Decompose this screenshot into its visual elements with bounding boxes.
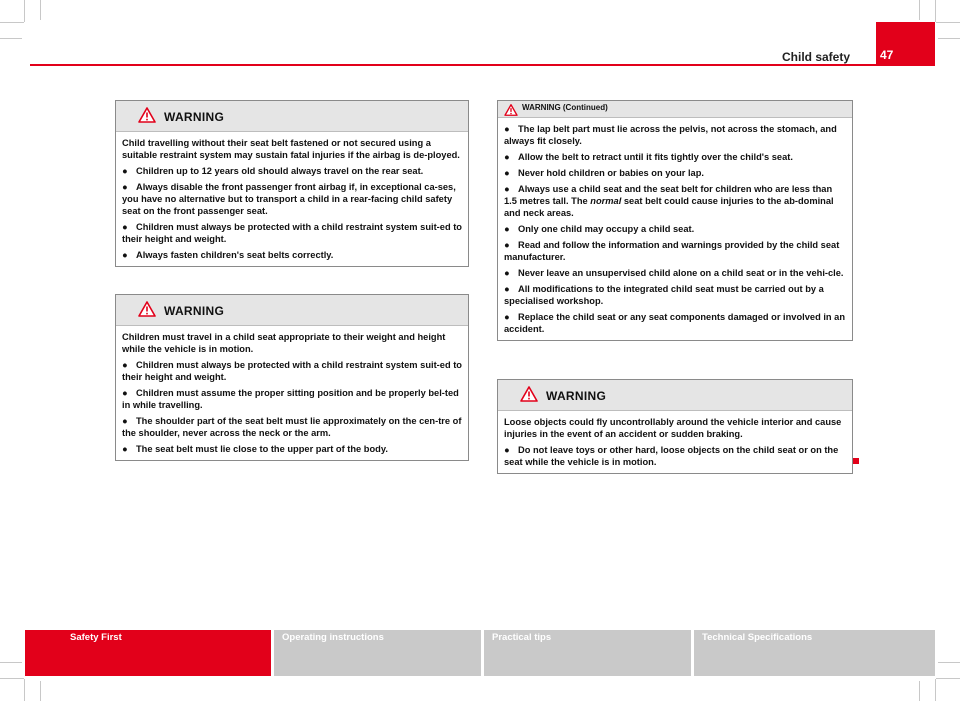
crop-mark (936, 678, 960, 679)
warning-triangle-icon (504, 103, 518, 121)
warning-list (504, 444, 846, 468)
crop-mark (0, 38, 22, 39)
warning-triangle-icon (138, 107, 156, 128)
page-number: 47 (880, 48, 894, 62)
crop-mark (24, 0, 25, 22)
crop-mark (0, 678, 24, 679)
bullet-icon: ● (504, 124, 510, 134)
crop-mark (938, 662, 960, 663)
bullet-icon: ● (504, 445, 510, 455)
warning-header (116, 101, 468, 132)
warning-title: WARNING (546, 389, 607, 403)
list-item: ● Children must always be protected with a child restraint system suit-ed to their height and weight. (122, 360, 462, 382)
warning-list (122, 359, 462, 455)
tab-operating-instructions[interactable] (274, 630, 481, 676)
crop-mark (935, 679, 936, 701)
crop-mark (936, 22, 960, 23)
warning-intro: Loose objects could fly uncontrollably around the vehicle interior and cause injuries in the event of an accident or sudden braking. (504, 417, 842, 439)
bullet-icon: ● (122, 360, 128, 370)
warning-header (498, 101, 852, 118)
list-item: ● The seat belt must lie close to the upper part of the body. (122, 444, 388, 454)
list-item: ● Children must assume the proper sitting position and be properly bel-ted in while travelling. (122, 388, 459, 410)
crop-mark (938, 38, 960, 39)
warning-title: WARNING (Continued) (522, 103, 608, 112)
list-item: ● Do not leave toys or other hard, loose objects on the child seat or on the seat while the vehicle is in motion. (504, 445, 839, 467)
tab-label: Practical tips (492, 632, 552, 643)
warning-header (116, 295, 468, 326)
crop-mark (919, 681, 920, 701)
tab-technical-specifications[interactable] (694, 630, 935, 676)
list-item: ● Children must always be protected with a child restraint system suit-ed to their height and weight. (122, 222, 462, 244)
bullet-icon: ● (504, 224, 510, 234)
page-number-block (876, 22, 935, 64)
list-item: ● Never leave an unsupervised child alone on a child seat or in the vehi-cle. (504, 268, 844, 278)
list-item: ● The lap belt part must lie across the pelvis, not across the stomach, and always fit closely. (504, 124, 837, 146)
crop-mark (935, 0, 936, 22)
list-item: ● Children up to 12 years old should always travel on the rear seat. (122, 166, 424, 176)
list-item: ● Replace the child seat or any seat components damaged or involved in an accident. (504, 312, 846, 334)
warning-title: WARNING (164, 110, 225, 124)
list-item: ● Read and follow the information and warnings provided by the child seat manufacturer. (504, 240, 840, 262)
header-rule (30, 64, 935, 66)
tab-label: Operating instructions (282, 632, 384, 643)
bullet-icon: ● (122, 416, 128, 426)
list-item: ● Always disable the front passenger front airbag if, in exceptional ca-ses, you have no alternative but to transport a child in a rear-facing child safety seat on the front passenger seat. (122, 182, 456, 216)
list-item: ● Always use a child seat and the seat belt for children who are less than 1.5 metres tall. The normal seat belt could cause injuries to the ab-dominal and neck areas. (504, 184, 834, 218)
bullet-icon: ● (122, 444, 128, 454)
bullet-icon: ● (122, 166, 128, 176)
warning-title: WARNING (164, 304, 225, 318)
warning-triangle-icon (520, 386, 538, 407)
tab-practical-tips[interactable] (484, 630, 691, 676)
list-item: ● Never hold children or babies on your lap. (504, 168, 704, 178)
bullet-icon: ● (504, 184, 510, 194)
list-item: ● Only one child may occupy a child seat. (504, 224, 695, 234)
bullet-icon: ● (504, 268, 510, 278)
bullet-icon: ● (504, 312, 510, 322)
bullet-icon: ● (504, 152, 510, 162)
warning-box-continued (497, 100, 853, 341)
crop-mark (919, 0, 920, 20)
bullet-icon: ● (504, 240, 510, 250)
list-item: ● Allow the belt to retract until it fits tightly over the child's seat. (504, 152, 793, 162)
warning-header (498, 380, 852, 411)
warning-box-airbag (115, 100, 469, 267)
bullet-icon: ● (504, 284, 510, 294)
warning-triangle-icon (138, 301, 156, 322)
warning-box-loose-objects (497, 379, 853, 474)
crop-mark (24, 679, 25, 701)
warning-intro: Children must travel in a child seat appropriate to their weight and height while the vehicle is in motion. (122, 332, 446, 354)
warning-list (504, 123, 846, 335)
bullet-icon: ● (504, 168, 510, 178)
crop-mark (40, 681, 41, 701)
crop-mark (40, 0, 41, 20)
bullet-icon: ● (122, 182, 128, 192)
warning-list (122, 165, 462, 261)
list-item: ● Always fasten children's seat belts correctly. (122, 250, 334, 260)
section-end-marker (853, 458, 859, 464)
list-item: ● The shoulder part of the seat belt must lie approximately on the cen-tre of the shoulder, never across the neck or the arm. (122, 416, 462, 438)
bullet-icon: ● (122, 222, 128, 232)
section-title: Child safety (781, 50, 850, 64)
tab-label: Safety First (70, 632, 122, 643)
warning-box-child-seat (115, 294, 469, 461)
list-item: ● All modifications to the integrated child seat must be carried out by a specialised workshop. (504, 284, 824, 306)
crop-mark (0, 662, 22, 663)
crop-mark (0, 22, 24, 23)
bullet-icon: ● (122, 388, 128, 398)
warning-intro: Child travelling without their seat belt fastened or not secured using a suitable restraint system may sustain fatal injuries if the airbag is de-ployed. (122, 138, 460, 160)
bullet-icon: ● (122, 250, 128, 260)
tab-label: Technical Specifications (702, 632, 813, 643)
tab-safety-first[interactable] (25, 630, 271, 676)
